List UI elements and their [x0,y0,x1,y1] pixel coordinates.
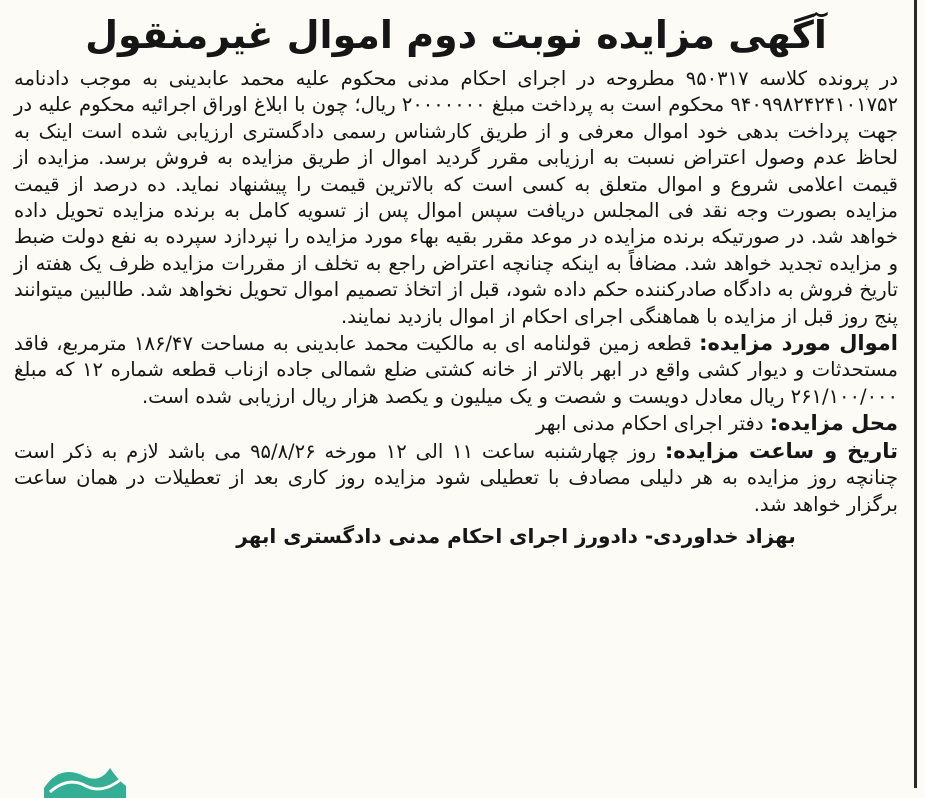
location-text: دفتر اجرای احکام مدنی ابهر [535,412,770,436]
notice-title: آگهی مزایده نوبت دوم اموال غیرمنقول [85,13,827,57]
property-label: اموال مورد مزایده: [699,331,898,356]
datetime-label: تاریخ و ساعت مزایده: [664,438,899,463]
page-edge-divider [914,0,917,788]
property-text: قطعه زمین قولنامه ای به مالکیت محمد عابدینی به مساحت ۱۸۶/۴۷ مترمربع، فاقد مستحدثات و دیوار کشی واقع در ابهر بالاتر از خانه کشتی ضلع شمالی جاده ازناب قطعه شماره ۱۲ که مبلغ ۲۶۱/۱۰۰/۰۰۰ ریال معادل دویست و شصت و یک میلیون و یکصد هزار ریال ارزیابی شده است. [14,332,898,408]
location-section [14,410,898,437]
datetime-section [14,438,898,518]
datetime-text: روز چهارشنبه ساعت ۱۱ الی ۱۲ مورخه ۹۵/۸/۲۶ می باشد لازم به ذکر است چنانچه روز مزایده به هر دلیلی مصادف با تعطیلی شود مزایده روز کاری بعد از تعطیلات در همان ساعت برگزار خواهد شد. [14,439,898,516]
property-section [14,330,898,410]
signature: بهزاد خداوردی- دادورز اجرای احکام مدنی دادگستری ابهر [236,523,796,548]
notice-body: در پرونده کلاسه ۹۵۰۳۱۷ مطروحه در اجرای احکام مدنی محکوم علیه محمد عابدینی به موجب دادنامه ۹۴۰۹۹۸۲۴۲۴۱۰۱۷۵۲ محکوم است به پرداخت مبلغ ۲۰۰۰۰۰۰۰ ریال؛ چون با ابلاغ اوراق اجرائیه محکوم علیه در جهت پرداخت بدهی خود اموال معرفی و از طریق کارشناس رسمی دادگستری ارزیابی شده است اینک به لحاظ عدم وصول اعتراض نسبت به ارزیابی مقرر گردید اموال از طریق مزایده به فروش برسد. مزایده از قیمت اعلامی شروع و اموال متعلق به کسی است که بالاترین قیمت را پیشنهاد نماید. ده درصد از قیمت مزایده بصورت وجه نقد فی المجلس دریافت سپس اموال پس از تسویه کامل به برنده مزایده تحویل داده خواهد شد. در صورتیکه برنده مزایده در موعد مقرر بقیه بهاء مورد مزایده را نپردازد سپرده به نفع دولت ضبط و مزایده تجدید خواهد شد. مضافاً به اینکه چنانچه اعتراض راجع به تخلف از مقررات مزایده ظرف یک هفته از تاریخ فروش به دادگاه صادرکننده حکم داده شود، قبل از اتخاذ تصمیم اموال تحویل نخواهد شد. طالبین میتوانند پنج روز قبل از مزایده با هماهنگی اجرای احکام از اموال بازدید نمایند. [14,67,898,328]
notice-content [14,0,898,552]
seal-logo-icon [40,758,130,798]
location-label: محل مزایده: [769,411,898,436]
